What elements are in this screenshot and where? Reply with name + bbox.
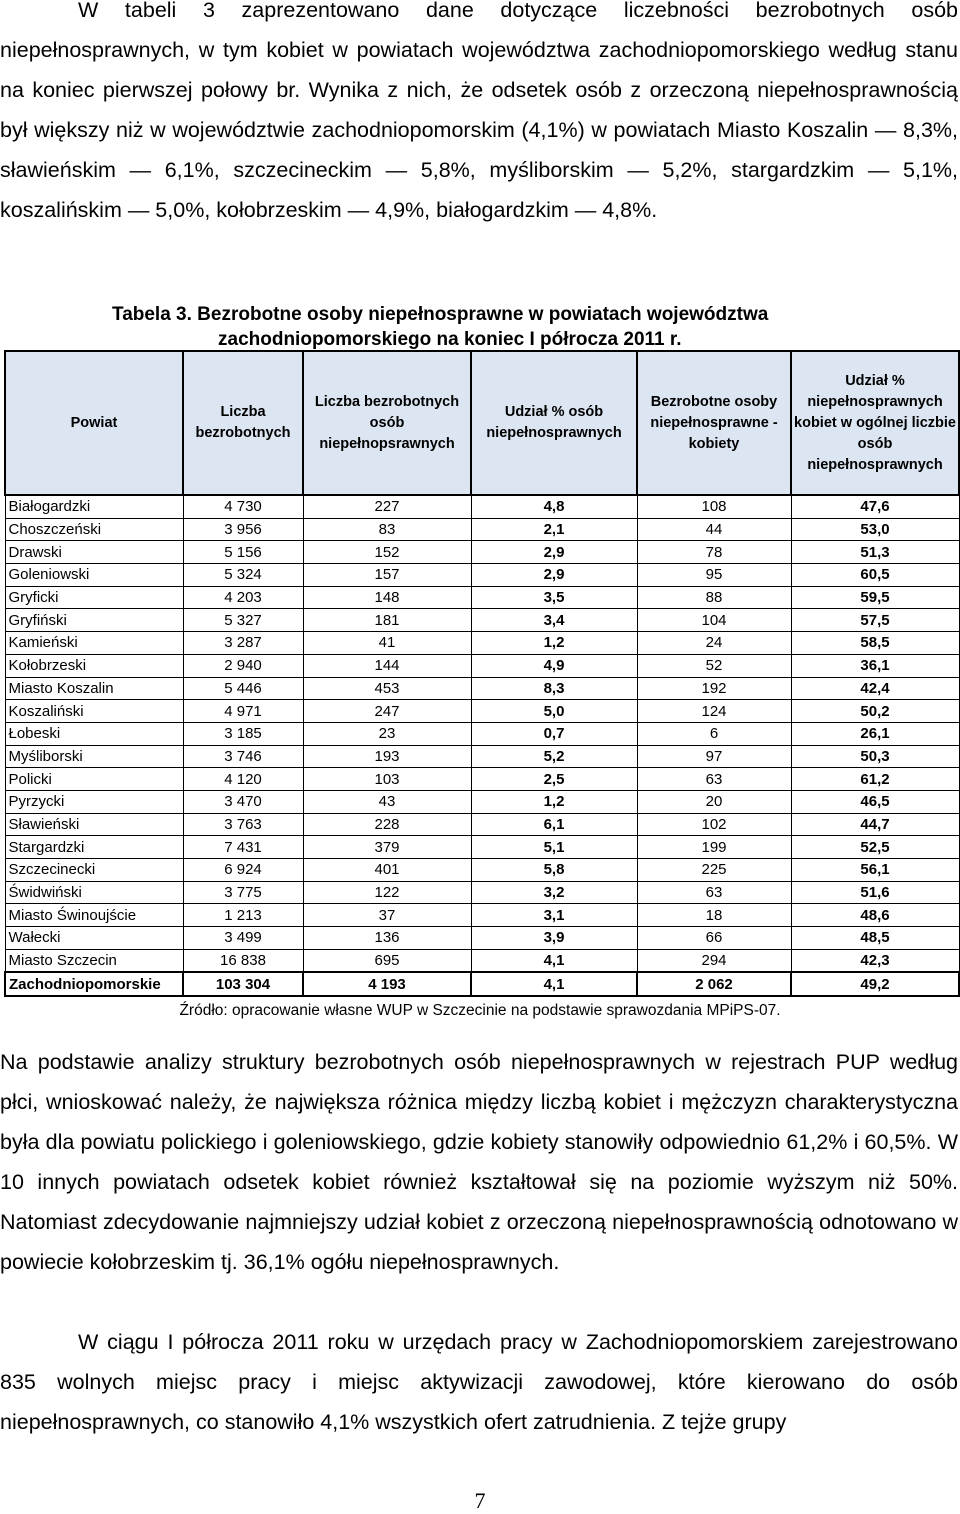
cell-disabled: 247 (303, 700, 471, 723)
cell-women-share: 58,5 (791, 632, 959, 655)
cell-powiat: Wałecki (5, 927, 183, 950)
header-disabled-count: Liczba bezrobotnych osób niepełnopsrawnych (303, 351, 471, 495)
header-powiat: Powiat (5, 351, 183, 495)
cell-women-share: 56,1 (791, 859, 959, 882)
cell-powiat: Drawski (5, 541, 183, 564)
cell-women-share: 42,3 (791, 949, 959, 972)
table-row (5, 609, 959, 632)
table-row (5, 790, 959, 813)
table-row (5, 768, 959, 791)
cell-unemployed: 4 971 (183, 700, 303, 723)
cell-unemployed: 6 924 (183, 859, 303, 882)
cell-disabled: 228 (303, 813, 471, 836)
cell-powiat: Łobeski (5, 722, 183, 745)
cell-disabled-share: 3,2 (471, 881, 637, 904)
cell-women-share: 52,5 (791, 836, 959, 859)
cell-women: 66 (637, 927, 791, 950)
cell-disabled-share: 0,7 (471, 722, 637, 745)
analysis-paragraph: Na podstawie analizy struktury bezrobotnych osób niepełnosprawnych w rejestrach PUP według płci, wnioskować należy, że największa różnica między liczbą kobiet i mężczyzn charakterystyczna była dla powiatu polickiego i goleniowskiego, gdzie kobiety stanowiły odpowiednio 61,2% i 60,5%. W 10 innych powiatach odsetek kobiet również kształtował się na poziomie wyższym niż 50%. Natomiast zdecydowanie najmniejszy udział kobiet z orzeczoną niepełnosprawnością odnotowano w powiecie kołobrzeskim tj. 36,1% ogółu niepełnosprawnych. (0, 1050, 958, 1274)
cell-unemployed: 3 470 (183, 790, 303, 813)
cell-disabled: 695 (303, 949, 471, 972)
cell-disabled: 122 (303, 881, 471, 904)
cell-disabled-share: 2,9 (471, 541, 637, 564)
cell-unemployed: 3 287 (183, 632, 303, 655)
cell-disabled: 401 (303, 859, 471, 882)
cell-disabled: 152 (303, 541, 471, 564)
cell-unemployed: 5 324 (183, 564, 303, 587)
cell-disabled: 4 193 (303, 972, 471, 996)
unemployment-table (4, 350, 960, 997)
cell-disabled: 103 (303, 768, 471, 791)
table-header-row (5, 351, 959, 495)
cell-powiat: Policki (5, 768, 183, 791)
cell-unemployed: 5 327 (183, 609, 303, 632)
table-body (5, 495, 959, 996)
cell-disabled: 157 (303, 564, 471, 587)
cell-powiat: Gryfiński (5, 609, 183, 632)
cell-women-share: 51,3 (791, 541, 959, 564)
cell-women: 192 (637, 677, 791, 700)
cell-disabled: 83 (303, 518, 471, 541)
table-caption-line2: zachodniopomorskiego na koniec I półrocza 2011 r. (218, 329, 682, 350)
cell-women: 124 (637, 700, 791, 723)
cell-women-share: 42,4 (791, 677, 959, 700)
cell-powiat: Gryficki (5, 586, 183, 609)
cell-disabled: 136 (303, 927, 471, 950)
cell-powiat: Miasto Koszalin (5, 677, 183, 700)
cell-disabled-share: 4,1 (471, 972, 637, 996)
cell-women: 225 (637, 859, 791, 882)
cell-unemployed: 3 746 (183, 745, 303, 768)
cell-women-share: 46,5 (791, 790, 959, 813)
cell-disabled-share: 4,8 (471, 495, 637, 518)
cell-women: 78 (637, 541, 791, 564)
table-row (5, 813, 959, 836)
header-women-share: Udział % niepełnosprawnych kobiet w ogólnej liczbie osób niepełnosprawnych (791, 351, 959, 495)
header-unemployed-count: Liczba bezrobotnych (183, 351, 303, 495)
cell-women: 88 (637, 586, 791, 609)
cell-disabled-share: 3,5 (471, 586, 637, 609)
cell-disabled: 41 (303, 632, 471, 655)
cell-women-share: 53,0 (791, 518, 959, 541)
table-caption-line1: Tabela 3. Bezrobotne osoby niepełnosprawne w powiatach województwa (112, 304, 769, 325)
table-row (5, 859, 959, 882)
cell-powiat: Koszaliński (5, 700, 183, 723)
cell-powiat: Stargardzki (5, 836, 183, 859)
cell-women: 97 (637, 745, 791, 768)
table-row (5, 904, 959, 927)
table-row (5, 677, 959, 700)
cell-unemployed: 103 304 (183, 972, 303, 996)
cell-women: 52 (637, 654, 791, 677)
table-row (5, 700, 959, 723)
cell-women-share: 36,1 (791, 654, 959, 677)
cell-disabled-share: 5,1 (471, 836, 637, 859)
cell-women-share: 57,5 (791, 609, 959, 632)
cell-women: 95 (637, 564, 791, 587)
cell-unemployed: 3 775 (183, 881, 303, 904)
cell-powiat: Sławieński (5, 813, 183, 836)
cell-unemployed: 4 203 (183, 586, 303, 609)
cell-disabled: 43 (303, 790, 471, 813)
cell-disabled-share: 3,1 (471, 904, 637, 927)
cell-women-share: 48,6 (791, 904, 959, 927)
cell-disabled-share: 5,0 (471, 700, 637, 723)
table-row (5, 495, 959, 518)
cell-powiat: Myśliborski (5, 745, 183, 768)
cell-disabled-share: 5,2 (471, 745, 637, 768)
cell-women: 102 (637, 813, 791, 836)
cell-women: 294 (637, 949, 791, 972)
header-disabled-women: Bezrobotne osoby niepełnosprawne - kobiety (637, 351, 791, 495)
cell-powiat: Zachodniopomorskie (5, 972, 183, 996)
table-row (5, 722, 959, 745)
cell-disabled: 379 (303, 836, 471, 859)
cell-powiat: Kamieński (5, 632, 183, 655)
cell-unemployed: 1 213 (183, 904, 303, 927)
cell-unemployed: 3 185 (183, 722, 303, 745)
cell-women: 6 (637, 722, 791, 745)
cell-powiat: Kołobrzeski (5, 654, 183, 677)
cell-women: 108 (637, 495, 791, 518)
cell-women-share: 26,1 (791, 722, 959, 745)
table-row (5, 949, 959, 972)
cell-disabled-share: 6,1 (471, 813, 637, 836)
cell-disabled: 181 (303, 609, 471, 632)
table-row (5, 518, 959, 541)
table-row (5, 632, 959, 655)
cell-women-share: 50,2 (791, 700, 959, 723)
cell-disabled-share: 4,9 (471, 654, 637, 677)
cell-women-share: 47,6 (791, 495, 959, 518)
cell-powiat: Białogardzki (5, 495, 183, 518)
cell-powiat: Choszczeński (5, 518, 183, 541)
table-total-row (5, 972, 959, 996)
cell-disabled-share: 2,9 (471, 564, 637, 587)
table-row (5, 836, 959, 859)
cell-unemployed: 4 730 (183, 495, 303, 518)
cell-powiat: Szczecinecki (5, 859, 183, 882)
cell-disabled-share: 1,2 (471, 790, 637, 813)
cell-women-share: 59,5 (791, 586, 959, 609)
cell-women: 63 (637, 881, 791, 904)
cell-powiat: Miasto Świnoujście (5, 904, 183, 927)
cell-women-share: 61,2 (791, 768, 959, 791)
cell-unemployed: 7 431 (183, 836, 303, 859)
cell-unemployed: 3 499 (183, 927, 303, 950)
cell-disabled-share: 2,1 (471, 518, 637, 541)
cell-women: 44 (637, 518, 791, 541)
cell-disabled: 23 (303, 722, 471, 745)
cell-unemployed: 5 156 (183, 541, 303, 564)
closing-paragraph: W ciągu I półrocza 2011 roku w urzędach pracy w Zachodniopomorskiem zarejestrowano 835 wolnych miejsc pracy i miejsc aktywizacji zawodowej, które kierowano do osób niepełnosprawnych, co stanowiło 4,1% wszystkich ofert zatrudnienia. Z tejże grupy (0, 1330, 958, 1434)
cell-powiat: Świdwiński (5, 881, 183, 904)
cell-women-share: 50,3 (791, 745, 959, 768)
cell-powiat: Pyrzycki (5, 790, 183, 813)
cell-unemployed: 3 763 (183, 813, 303, 836)
cell-unemployed: 16 838 (183, 949, 303, 972)
table-row (5, 881, 959, 904)
cell-women: 199 (637, 836, 791, 859)
cell-women: 104 (637, 609, 791, 632)
cell-disabled-share: 1,2 (471, 632, 637, 655)
cell-unemployed: 2 940 (183, 654, 303, 677)
intro-paragraph: W tabeli 3 zaprezentowano dane dotyczące liczebności bezrobotnych osób niepełnosprawnych, w tym kobiet w powiatach województwa zachodniopomorskiego według stanu na koniec pierwszej połowy br. Wynika z nich, że odsetek osób z orzeczoną niepełnosprawnością był większy niż w województwie zachodniopomorskim (4,1%) w powiatach Miasto Koszalin — 8,3%, sławieńskim — 6,1%, szczecineckim — 5,8%, myśliborskim — 5,2%, stargardzkim — 5,1%, koszalińskim — 5,0%, kołobrzeskim — 4,9%, białogardzkim — 4,8%. (0, 0, 958, 222)
cell-women: 18 (637, 904, 791, 927)
cell-unemployed: 4 120 (183, 768, 303, 791)
cell-disabled-share: 3,4 (471, 609, 637, 632)
cell-women-share: 51,6 (791, 881, 959, 904)
cell-powiat: Goleniowski (5, 564, 183, 587)
cell-women-share: 60,5 (791, 564, 959, 587)
cell-women-share: 44,7 (791, 813, 959, 836)
table-row (5, 745, 959, 768)
header-disabled-share: Udział % osób niepełnosprawnych (471, 351, 637, 495)
table-row (5, 586, 959, 609)
table-row (5, 927, 959, 950)
cell-unemployed: 5 446 (183, 677, 303, 700)
table-row (5, 564, 959, 587)
cell-disabled-share: 5,8 (471, 859, 637, 882)
table-caption (112, 302, 872, 352)
cell-disabled-share: 8,3 (471, 677, 637, 700)
cell-disabled: 193 (303, 745, 471, 768)
cell-disabled-share: 4,1 (471, 949, 637, 972)
cell-women: 63 (637, 768, 791, 791)
cell-disabled: 227 (303, 495, 471, 518)
page-number: 7 (474, 1488, 486, 1513)
cell-disabled: 37 (303, 904, 471, 927)
table-row (5, 654, 959, 677)
cell-disabled: 453 (303, 677, 471, 700)
cell-women: 2 062 (637, 972, 791, 996)
cell-powiat: Miasto Szczecin (5, 949, 183, 972)
table-row (5, 541, 959, 564)
cell-women-share: 49,2 (791, 972, 959, 996)
cell-disabled-share: 2,5 (471, 768, 637, 791)
cell-disabled-share: 3,9 (471, 927, 637, 950)
cell-women-share: 48,5 (791, 927, 959, 950)
cell-disabled: 144 (303, 654, 471, 677)
cell-women: 20 (637, 790, 791, 813)
source-note: Źródło: opracowanie własne WUP w Szczecinie na podstawie sprawozdania MPiPS-07. (179, 1002, 781, 1019)
cell-women: 24 (637, 632, 791, 655)
cell-disabled: 148 (303, 586, 471, 609)
cell-unemployed: 3 956 (183, 518, 303, 541)
